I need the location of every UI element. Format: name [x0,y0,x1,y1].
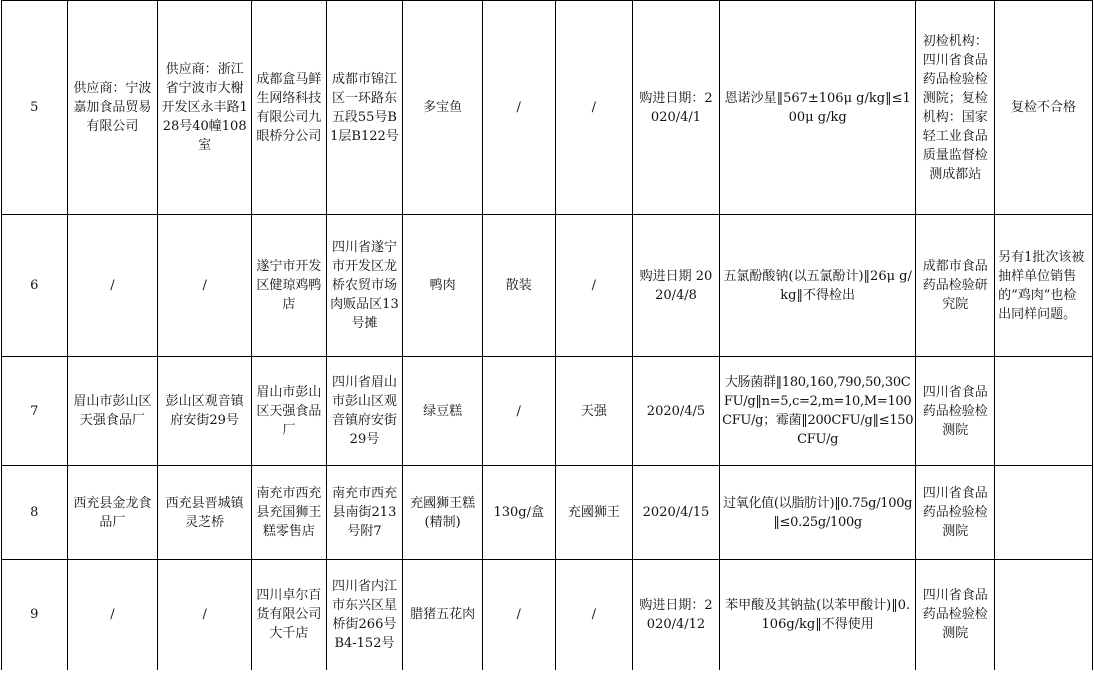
row-number: 5 [2,1,68,215]
product-brand: / [555,1,633,215]
product-brand: 天强 [555,357,633,466]
row-number: 8 [2,466,68,560]
testing-agency: 初检机构：四川省食品药品检验检测院；复检机构：国家轻工业食品质量监督检测成都站 [916,1,995,215]
sampled-unit-address: 四川省眉山市彭山区观音镇府安街29号 [326,357,403,466]
failed-item: 五氯酚酸钠(以五氯酚计)‖26μ g/kg‖不得检出 [719,215,916,357]
product-spec: 散装 [482,215,555,357]
table-row [2,560,1093,670]
production-date: 2020/4/15 [633,466,720,560]
product-spec: 130g/盒 [482,466,555,560]
table-row [2,466,1093,560]
remark: 另有1批次该被抽样单位销售的“鸡肉”也检出同样问题。 [995,215,1093,357]
production-date: 购进日期 2020/4/8 [633,215,720,357]
sampled-unit: 四川卓尔百货有限公司大千店 [252,560,327,670]
product-brand: / [555,215,633,357]
producer-name: / [67,560,158,670]
remark [995,357,1093,466]
table-row [2,357,1093,466]
failed-item: 恩诺沙星‖567±106μ g/kg‖≤100μ g/kg [719,1,916,215]
production-date: 2020/4/5 [633,357,720,466]
producer-name: 供应商：宁波嘉加食品贸易有限公司 [67,1,158,215]
production-date: 购进日期：2020/4/1 [633,1,720,215]
product-spec: / [482,1,555,215]
sampled-unit: 成都盒马鲜生网络科技有限公司九眼桥分公司 [252,1,327,215]
remark: 复检不合格 [995,1,1093,215]
product-spec: / [482,357,555,466]
sampled-unit: 眉山市彭山区天强食品厂 [252,357,327,466]
testing-agency: 四川省食品药品检验检测院 [916,357,995,466]
producer-address: 供应商：浙江省宁波市大榭开发区永丰路128号40幢108室 [158,1,252,215]
inspection-results-table [1,0,1093,670]
producer-name: 眉山市彭山区天强食品厂 [67,357,158,466]
failed-item: 过氧化值(以脂肪计)‖0.75g/100g‖≤0.25g/100g [719,466,916,560]
production-date: 购进日期：2020/4/12 [633,560,720,670]
row-number: 9 [2,560,68,670]
producer-name: / [67,215,158,357]
producer-address: / [158,560,252,670]
product-name: 充國狮王糕(精制) [403,466,483,560]
table-row [2,1,1093,215]
sampled-unit-address: 四川省内江市东兴区星桥街266号B4-152号 [326,560,403,670]
sampled-unit: 南充市西充县充国狮王糕零售店 [252,466,327,560]
producer-address: / [158,215,252,357]
producer-name: 西充县金龙食品厂 [67,466,158,560]
row-number: 7 [2,357,68,466]
testing-agency: 四川省食品药品检验检测院 [916,466,995,560]
testing-agency: 四川省食品药品检验检测院 [916,560,995,670]
remark [995,560,1093,670]
producer-address: 西充县晋城镇灵芝桥 [158,466,252,560]
failed-item: 苯甲酸及其钠盐(以苯甲酸计)‖0.106g/kg‖不得使用 [719,560,916,670]
sampled-unit: 遂宁市开发区健琼鸡鸭店 [252,215,327,357]
testing-agency: 成都市食品药品检验研究院 [916,215,995,357]
sampled-unit-address: 南充市西充县南街213号附7 [326,466,403,560]
sampled-unit-address: 四川省遂宁市开发区龙桥农贸市场肉贩品区13号摊 [326,215,403,357]
failed-item: 大肠菌群‖180,160,790,50,30CFU/g‖n=5,c=2,m=10,M=100CFU/g；霉菌‖200CFU/g‖≤150CFU/g [719,357,916,466]
product-brand: / [555,560,633,670]
producer-address: 彭山区观音镇府安街29号 [158,357,252,466]
sampled-unit-address: 成都市锦江区一环路东五段55号B1层B122号 [326,1,403,215]
product-brand: 充國狮王 [555,466,633,560]
product-spec: / [482,560,555,670]
product-name: 绿豆糕 [403,357,483,466]
remark [995,466,1093,560]
product-name: 鸭肉 [403,215,483,357]
product-name: 腊猪五花肉 [403,560,483,670]
product-name: 多宝鱼 [403,1,483,215]
row-number: 6 [2,215,68,357]
table-row [2,215,1093,357]
